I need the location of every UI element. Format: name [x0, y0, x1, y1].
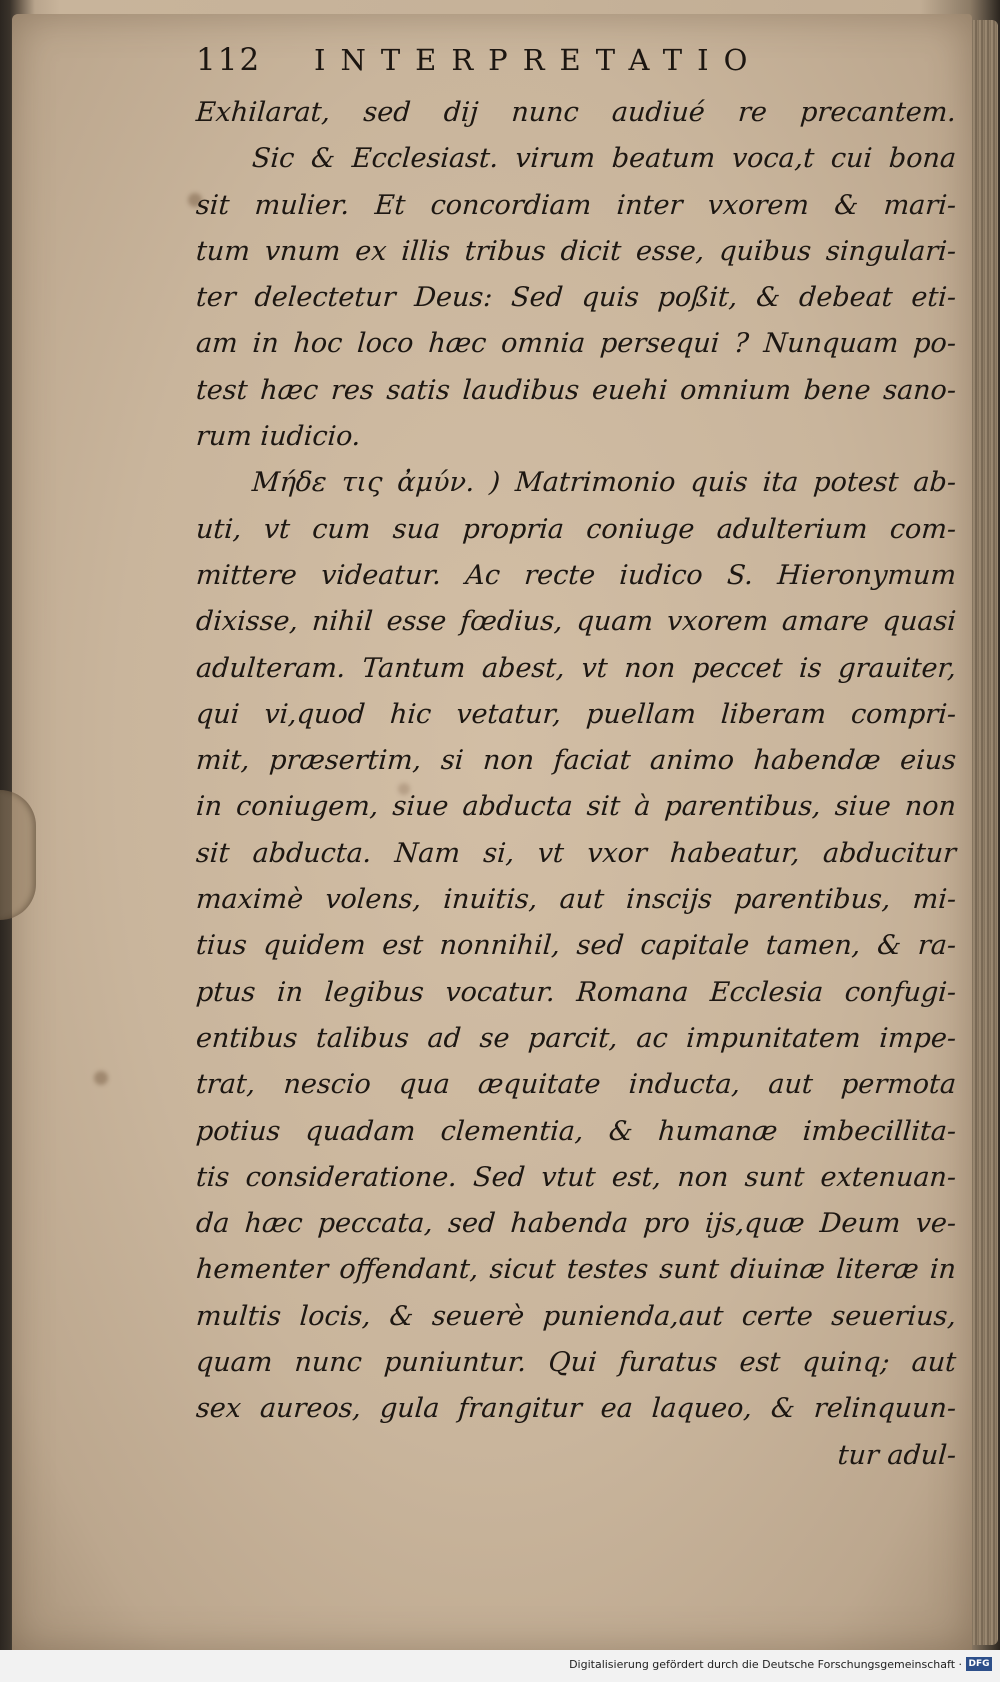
text-line: tis consideratione. Sed vtut est, non sunt extenuan-: [194, 1161, 958, 1193]
page-number: 112: [196, 42, 262, 78]
text-line: sit abducta. Nam si, vt vxor habeatur, abducitur: [194, 837, 958, 869]
thumb-tab: [0, 790, 36, 920]
text-line: uti, vt cum sua propria coniuge adulterium com-: [194, 513, 958, 545]
funding-credit: Digitalisierung gefördert durch die Deutsche Forschungsgemeinschaft ·: [569, 1658, 962, 1671]
text-line: da hæc peccata, sed habenda pro ijs,quæ Deum ve-: [194, 1208, 958, 1240]
dfg-logo: DFG: [966, 1657, 992, 1671]
text-line: ptus in legibus vocatur. Romana Ecclesia confugi-: [194, 976, 958, 1008]
text-line: tum vnum ex illis tribus dicit esse, quibus singulari-: [194, 235, 958, 267]
text-line: trat, nescio qua æquitate inducta, aut permota: [194, 1069, 958, 1101]
text-line: am in hoc loco hæc omnia persequi ? Nunquam po-: [194, 328, 958, 360]
running-head: [196, 32, 836, 88]
text-line: quam nunc puniuntur. Qui furatus est quinq; aut: [194, 1347, 958, 1379]
page-fore-edge: [972, 20, 998, 1645]
text-line: ter delectetur Deus: Sed quis poßit, & debeat eti-: [194, 282, 958, 314]
text-line: mit, præsertim, si non faciat animo habendæ eius: [194, 745, 958, 777]
text-line: sex aureos, gula frangitur ea laqueo, & relinquun-: [194, 1393, 958, 1425]
text-line: sit mulier. Et concordiam inter vxorem & mari-: [194, 189, 958, 221]
text-line: test hæc res satis laudibus euehi omnium bene sano-: [194, 374, 958, 406]
text-line: adulteram. Tantum abest, vt non peccet is grauiter,: [194, 652, 958, 684]
ink-stain: [94, 1071, 108, 1085]
text-line: in coniugem, siue abducta sit à parentibus, siue non: [194, 791, 958, 823]
text-line: hementer offendant, sicut testes sunt diuinæ literæ in: [194, 1254, 958, 1286]
text-line: dixisse, nihil esse fœdius, quam vxorem amare quasi: [194, 606, 958, 638]
footer-bar: [0, 1650, 1000, 1682]
text-line: entibus talibus ad se parcit, ac impunitatem impe-: [194, 1022, 958, 1054]
text-line: Exhilarat, sed dij nunc audiué re precantem.: [194, 97, 958, 128]
catchword: tur adul-: [836, 1439, 958, 1471]
running-title: INTERPRETATIO: [314, 43, 763, 77]
text-line: mittere videatur. Ac recte iudico S. Hieronymum: [194, 559, 958, 591]
text-line: qui vi,quod hic vetatur, puellam liberam compri-: [194, 698, 958, 730]
text-line: multis locis, & seuerè puniendа,aut certe seuerius,: [194, 1300, 958, 1332]
text-line: Sic & Ecclesiast. virum beatum voca,t cui bona: [250, 143, 958, 175]
text-line: tius quidem est nonnihil, sed capitale tamen, & ra-: [194, 930, 958, 962]
body-text: [196, 90, 956, 1479]
text-line: potius quadam clementia, & humanæ imbecillita-: [194, 1115, 958, 1147]
text-line: Μήδε τις ἀμύν. ) Matrimonio quis ita potest ab-: [250, 467, 958, 499]
text-line: rum iudicio.: [194, 421, 362, 453]
text-line: maximè volens, inuitis, aut inscijs parentibus, mi-: [194, 884, 958, 916]
